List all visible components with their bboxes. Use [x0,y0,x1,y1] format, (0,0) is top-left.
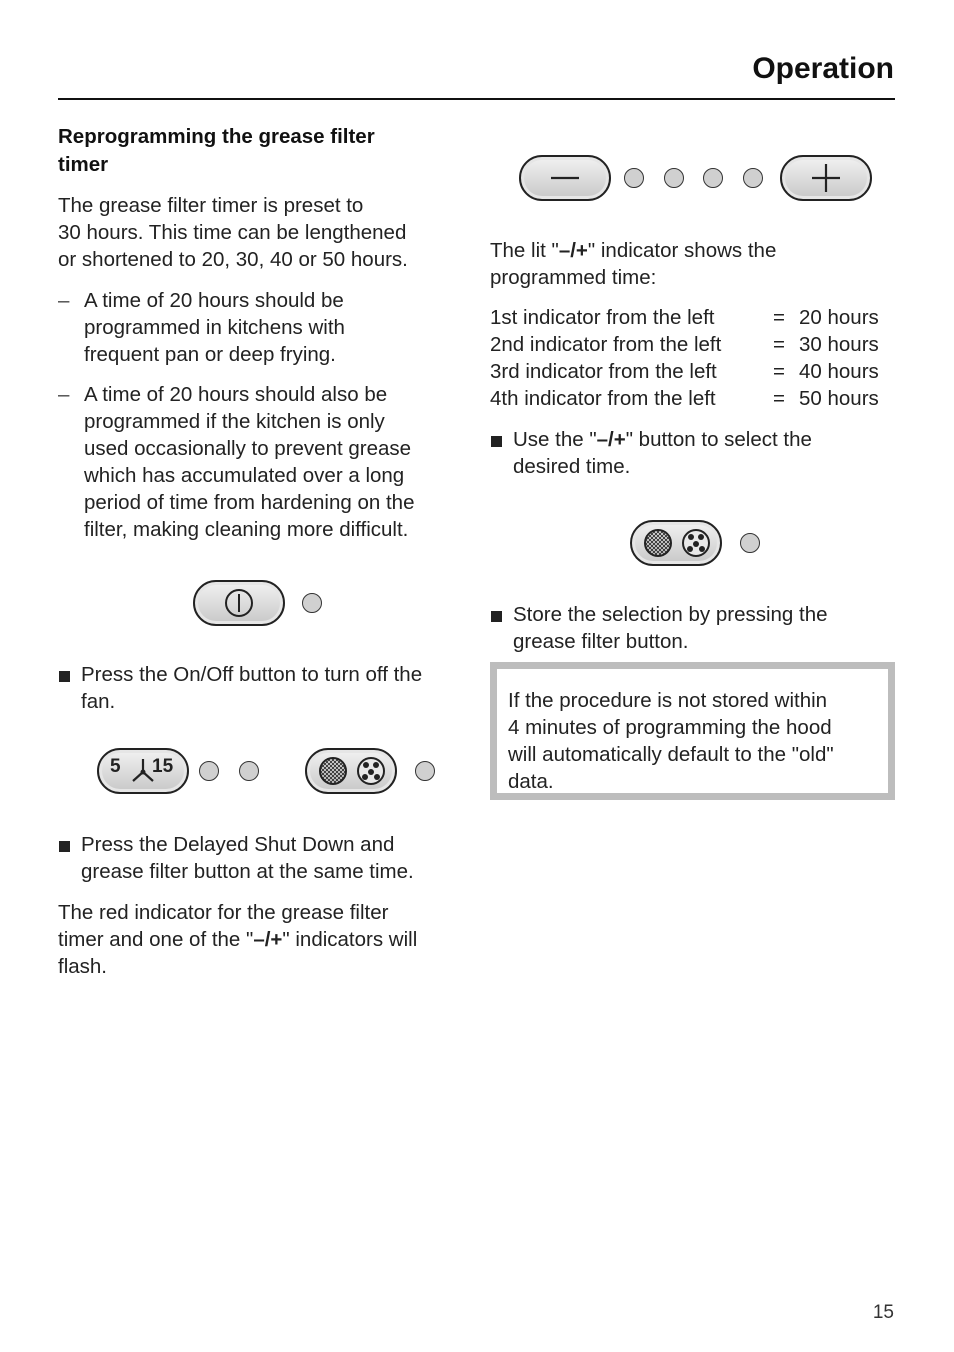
bullet-square [491,436,502,447]
dash-line: which has accumulated over a long [84,464,405,487]
plus-icon [782,157,870,199]
note-line: 4 minutes of programming the hood [508,716,832,739]
grease-filter-icon [307,750,395,792]
note-line: data. [508,770,554,793]
bullet-line: grease filter button at the same time. [81,860,414,883]
intro-line: 30 hours. This time can be lengthened [58,221,407,244]
time-indicator-led-1 [624,168,644,188]
text-run: The lit " [490,239,559,262]
bullet-line: fan. [81,690,116,713]
row-equals: = [773,387,785,410]
intro-line: The grease filter timer is preset to [58,194,364,217]
time-indicator-led-2 [664,168,684,188]
bullet-item [58,661,478,715]
dash-line: filter, making cleaning more difficult. [84,518,409,541]
on-off-button[interactable] [193,580,285,626]
text-run: " indicator shows the [587,239,777,262]
paragraph-line: programmed time: [490,266,657,289]
bullet-item [490,601,890,655]
bullet-line: desired time. [513,455,631,478]
bullet-line [513,426,812,453]
note-line: will automatically default to the "old" [508,743,834,766]
indicator-led [199,761,219,781]
delay-label-left: 5 [110,756,121,777]
bullet-line: grease filter button. [513,630,689,653]
intro-line: or shortened to 20, 30, 40 or 50 hours. [58,248,408,271]
grease-filter-icon [632,522,720,564]
minus-plus-symbol: –/+ [596,428,626,451]
dash-line: period of time from hardening on the [84,491,415,514]
paragraph-line [58,926,478,953]
row-label: 2nd indicator from the left [490,333,722,356]
dash-marker: – [58,383,70,406]
note-line: If the procedure is not stored within [508,689,828,712]
dash-line: programmed in kitchens with [84,316,345,339]
row-equals: = [773,306,785,329]
delay-label-right: 15 [152,756,174,777]
minus-button[interactable] [519,155,611,201]
dash-marker: – [58,289,70,312]
paragraph-line: flash. [58,955,107,978]
dash-list-item [58,381,468,543]
section-heading-line-1: Reprogramming the grease filter [58,125,375,148]
minus-icon [521,157,609,199]
dash-line: frequent pan or deep frying. [84,343,336,366]
text-run: " indicators will [282,928,418,951]
bullet-square [59,671,70,682]
note-box [490,662,895,800]
dash-line: A time of 20 hours should be [84,289,344,312]
dash-line: used occasionally to prevent grease [84,437,412,460]
dash-line: A time of 20 hours should also be [84,383,388,406]
grease-filter-button[interactable] [630,520,722,566]
text-run: Use the " [513,428,597,451]
time-indicator-led-4 [743,168,763,188]
grease-filter-button[interactable] [305,748,397,794]
page-number: 15 [872,1302,894,1323]
bullet-item [490,426,890,480]
row-equals: = [773,360,785,383]
indicator-led [302,593,322,613]
row-value: 30 hours [799,333,879,356]
bullet-line: Store the selection by pressing the [513,603,828,626]
section-heading [58,123,375,179]
bullet-square [59,841,70,852]
red-indicator-paragraph [58,899,478,980]
minus-plus-symbol: –/+ [558,239,588,262]
row-value: 20 hours [799,306,879,329]
row-label: 3rd indicator from the left [490,360,717,383]
bullet-item [58,831,478,885]
dash-list-item [58,287,468,368]
row-label: 4th indicator from the left [490,387,716,410]
power-icon [195,582,283,624]
grease-filter-indicator-led [740,533,760,553]
indicator-led [239,761,259,781]
plus-button[interactable] [780,155,872,201]
paragraph-line [490,237,890,264]
row-value: 50 hours [799,387,879,410]
row-equals: = [773,333,785,356]
minus-plus-symbol: –/+ [253,928,283,951]
bullet-line: Press the On/Off button to turn off the [81,663,423,686]
row-value: 40 hours [799,360,879,383]
dash-line: programmed if the kitchen is only [84,410,385,433]
bullet-line: Press the Delayed Shut Down and [81,833,395,856]
delayed-shutdown-button[interactable] [97,748,189,794]
header-divider [58,98,895,100]
time-indicator-led-3 [703,168,723,188]
intro-paragraph [58,192,408,273]
text-run: timer and one of the " [58,928,254,951]
section-heading-line-2: timer [58,153,109,176]
bullet-square [491,611,502,622]
text-run: " button to select the [625,428,812,451]
row-label: 1st indicator from the left [490,306,715,329]
page-title: Operation [752,52,894,85]
lit-indicator-paragraph [490,237,890,291]
paragraph-line: The red indicator for the grease filter [58,901,389,924]
grease-filter-indicator-led [415,761,435,781]
